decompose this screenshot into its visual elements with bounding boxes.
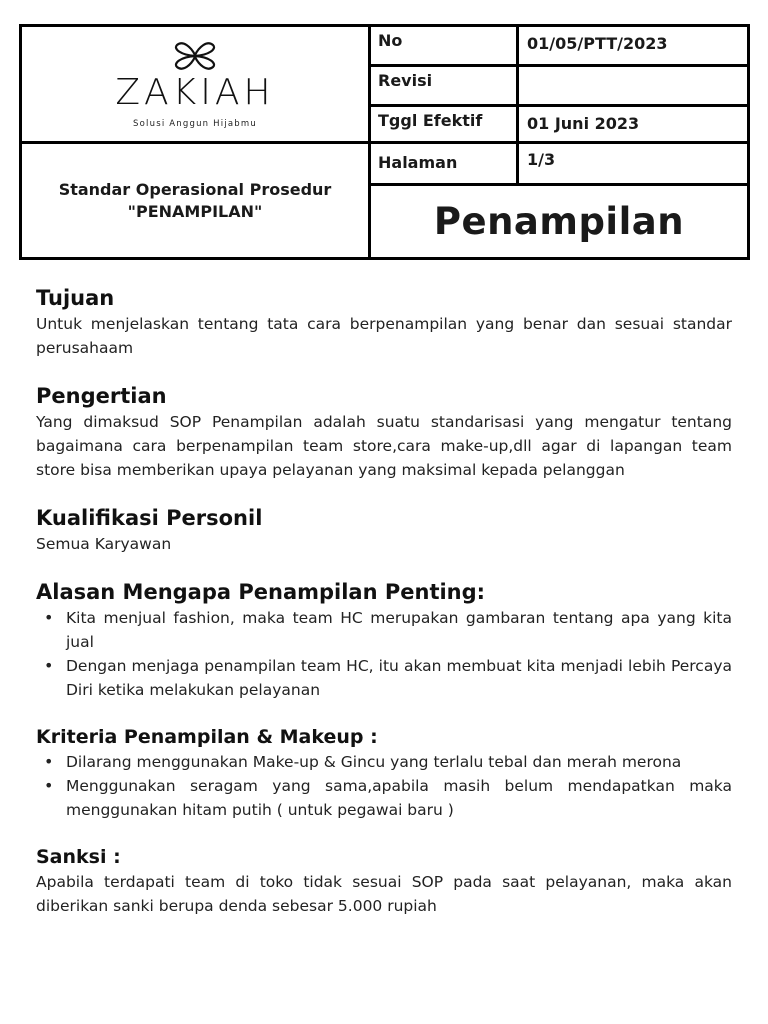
section-text: Untuk menjelaskan tentang tata cara berpenampilan yang benar dan sesuai standar perusahaam <box>36 315 732 357</box>
sop-title-line1: Standar Operasional Prosedur <box>58 180 332 199</box>
value-halaman: 1/3 <box>518 143 749 185</box>
section-text: Apabila terdapati team di toko tidak sesuai SOP pada saat pelayanan, maka akan diberikan sanki berupa denda sebesar 5.000 rupiah <box>36 873 732 915</box>
section-title: Tujuan <box>36 286 115 310</box>
bullet-list <box>36 750 732 822</box>
sop-title-line2: "PENAMPILAN" <box>127 202 263 221</box>
list-item: • Dengan menjaga penampilan team HC, itu akan membuat kita menjadi lebih Percaya Diri ketika melakukan pelayanan <box>36 654 732 702</box>
value-revisi <box>518 66 749 106</box>
section-pengertian <box>36 382 732 482</box>
value-no: 01/05/PTT/2023 <box>518 26 749 66</box>
section-text: Yang dimaksud SOP Penampilan adalah suatu standarisasi yang mengatur tentang bagaimana cara berpenampilan team store,cara make-up,dll agar di lapangan team store bisa memberikan upaya pelayanan yang maksimal kepada pelanggan <box>36 413 732 479</box>
section-sanksi <box>36 844 732 918</box>
section-tujuan <box>36 284 732 360</box>
list-item: • Kita menjual fashion, maka team HC merupakan gambaran tentang apa yang kita jual <box>36 606 732 654</box>
document-big-title: Penampilan <box>370 185 749 259</box>
section-title: Kualifikasi Personil <box>36 506 263 530</box>
brand-tagline: Solusi Anggun Hijabmu <box>133 119 257 129</box>
list-item: • Dilarang menggunakan Make-up & Gincu yang terlalu tebal dan merah merona <box>36 750 732 774</box>
list-item: • Menggunakan seragam yang sama,apabila masih belum mendapatkan maka menggunakan hitam putih ( untuk pegawai baru ) <box>36 774 732 822</box>
sop-title-cell <box>21 143 370 259</box>
value-tggl-efektif: 01 Juni 2023 <box>518 106 749 143</box>
company-logo <box>22 39 368 129</box>
bullet-list <box>36 606 732 702</box>
section-kualifikasi <box>36 504 732 556</box>
section-alasan <box>36 578 732 702</box>
section-title: Alasan Mengapa Penampilan Penting: <box>36 580 486 604</box>
label-no: No <box>370 26 518 66</box>
bow-logo-icon <box>173 41 217 71</box>
document-header-table <box>19 24 750 260</box>
label-halaman: Halaman <box>370 143 518 185</box>
label-tggl-efektif: Tggl Efektif <box>370 106 518 143</box>
section-text: Semua Karyawan <box>36 535 172 553</box>
label-revisi: Revisi <box>370 66 518 106</box>
document-body <box>36 284 732 940</box>
section-kriteria <box>36 724 732 822</box>
logo-cell <box>21 26 370 143</box>
section-title: Pengertian <box>36 384 167 408</box>
section-title: Sanksi : <box>36 846 121 868</box>
section-title: Kriteria Penampilan & Makeup : <box>36 726 378 748</box>
brand-name: ZAKIAH <box>115 72 275 113</box>
